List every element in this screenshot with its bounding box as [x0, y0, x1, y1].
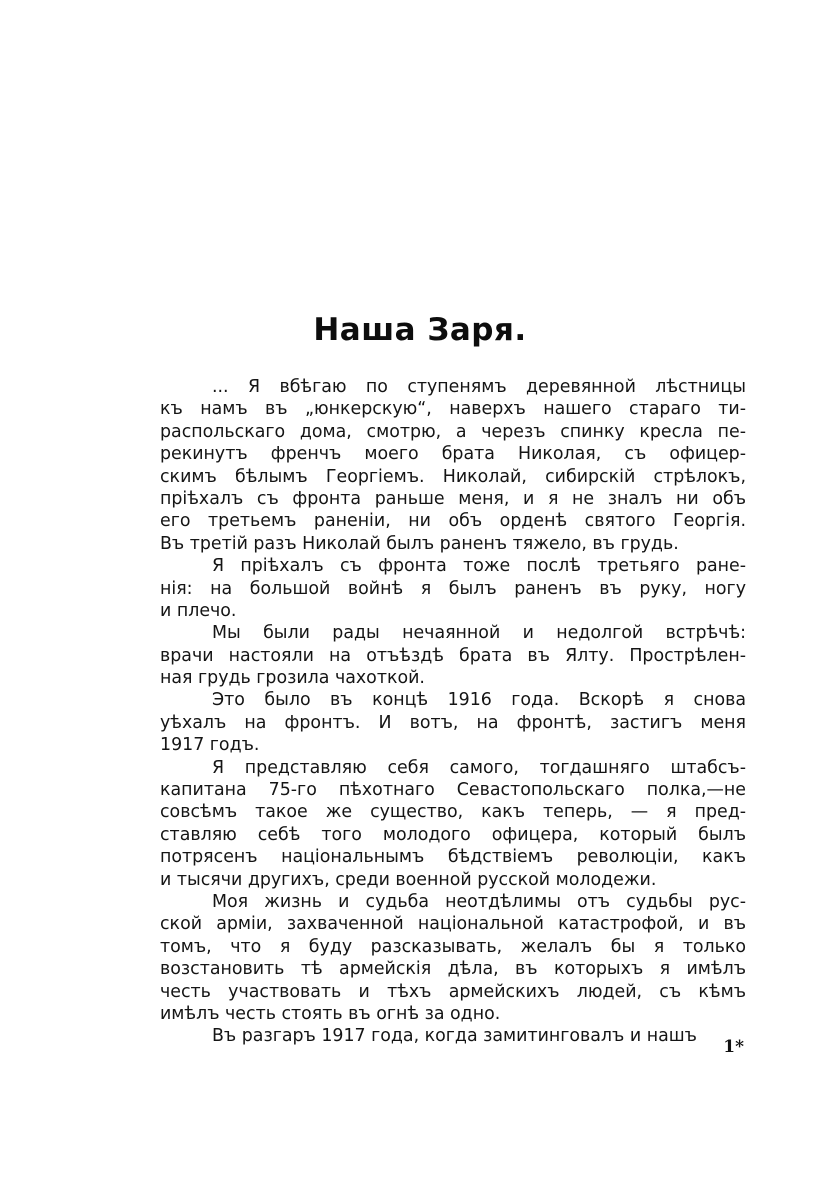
text-line: капитана 75-го пѣхотнаго Севастопольскаго полка,—не: [160, 780, 746, 801]
text-line: честь участвовать и тѣхъ армейскихъ людей, съ кѣмъ: [160, 981, 746, 1002]
text-line: Моя жизнь и судьба неотдѣлимы отъ судьбы рус-: [212, 891, 746, 912]
text-line: Въ третій разъ Николай былъ раненъ тяжело, въ грудь.: [160, 533, 679, 554]
text-line: потрясенъ національнымъ бѣдствіемъ революціи, какъ: [160, 847, 746, 868]
text-line: возстановить тѣ армейскія дѣла, въ которыхъ я имѣлъ: [160, 959, 747, 980]
text-line: и тысячи другихъ, среди военной русской молодежи.: [160, 869, 657, 890]
text-line: къ намъ въ „юнкерскую“, наверхъ нашего стараго ти-: [160, 399, 746, 420]
text-line: скимъ бѣлымъ Георгіемъ. Николай, сибирскій стрѣлокъ,: [160, 466, 746, 487]
text-line: нія: на большой войнѣ я былъ раненъ въ руку, ногу: [160, 578, 746, 599]
text-line: совсѣмъ такое же существо, какъ теперь, — я пред-: [160, 802, 746, 823]
text-line: распольскаго дома, смотрю, а черезъ спинку кресла пе-: [160, 421, 746, 442]
text-line: его третьемъ раненіи, ни объ орденѣ святого Георгія.: [160, 511, 746, 532]
text-line: Мы были рады нечаянной и недолгой встрѣчѣ:: [212, 623, 746, 644]
paragraph: [160, 1025, 746, 1047]
signature-mark: 1*: [723, 1037, 744, 1057]
chapter-title: Наша Заря.: [313, 312, 527, 348]
text-line: рекинутъ френчъ моего брата Николая, съ офицер-: [160, 444, 746, 465]
text-line: Я пріѣхалъ съ фронта тоже послѣ третьяго ране-: [212, 556, 746, 577]
text-line: пріѣхалъ съ фронта раньше меня, и я не зналъ ни объ: [160, 488, 746, 509]
text-line: уѣхалъ на фронтъ. И вотъ, на фронтѣ, застигъ меня: [160, 712, 747, 733]
text-line: Я представляю себя самого, тогдашняго штабсъ-: [212, 757, 746, 778]
text-line: ... Я вбѣгаю по ступенямъ деревянной лѣстницы: [212, 377, 746, 397]
text-line: томъ, что я буду разсказывать, желалъ бы я только: [160, 936, 746, 957]
paragraph: [160, 622, 746, 689]
text-line: 1917 годъ.: [160, 735, 260, 756]
paragraph: [160, 376, 746, 555]
text-line: имѣлъ честь стоять въ огнѣ за одно.: [160, 1003, 501, 1024]
text-line: Это было въ концѣ 1916 года. Вскорѣ я снова: [212, 690, 746, 711]
text-line: ная грудь грозила чахоткой.: [160, 668, 425, 689]
text-line: врачи настояли на отъѣздѣ брата въ Ялту. Прострѣлен-: [160, 645, 746, 666]
text-line: Въ разгаръ 1917 года, когда замитинговалъ и нашъ: [212, 1026, 697, 1047]
paragraph: [160, 555, 746, 622]
paragraph: [160, 689, 746, 756]
text-line: и плечо.: [160, 600, 237, 621]
body-text: [160, 376, 746, 1048]
paragraph: [160, 891, 746, 1025]
paragraph: [160, 757, 746, 891]
text-line: ской арміи, захваченной національной катастрофой, и въ: [160, 914, 746, 935]
text-line: ставляю себѣ того молодого офицера, который былъ: [160, 824, 746, 845]
